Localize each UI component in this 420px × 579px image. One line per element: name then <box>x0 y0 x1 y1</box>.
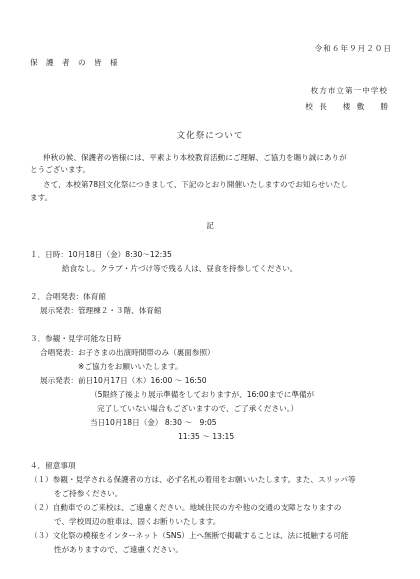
section-3-line-5: 完了していない場合もございますので、ご了承ください。） <box>97 404 299 413</box>
section-3-heading: ３．参観・見学可能な日時 <box>30 334 122 343</box>
section-4-item-1-line-1: （１）参観・見学される保護者の方は、必ず名札の着用をお願いいたします。また、スリッパ等 <box>30 475 356 484</box>
section-2-heading: ２．合唱発表：体育館 <box>30 292 106 301</box>
section-1-note: 給食なし。クラブ・片づけ等で残る人は、昼食を持参してください。 <box>62 264 298 273</box>
issue-date: 令和６年９月２０日 <box>314 44 392 53</box>
section-4-item-2-line-2: で、学校周辺の駐車は、固くお断りいたします。 <box>54 517 221 526</box>
section-3-line-4: （5限終了後より展示準備をしておりますが、16:00までに準備が <box>90 390 315 399</box>
section-3-line-2: ※ご協力をお願いいたします。 <box>78 362 183 371</box>
intro-paragraph-1-line-2: とうございます。 <box>30 165 91 174</box>
intro-paragraph-2-line-1: さて、本校第78回文化祭につきまして、下記のとおり開催いたしますのでお知らせいたし <box>43 180 349 189</box>
school-name: 枚方市立第一中学校 <box>310 86 388 95</box>
addressee: 保 護 者 の 皆 様 <box>30 58 121 67</box>
section-4-item-3-line-1: （３）文化祭の模様をインターネット（SNS）上へ無断で掲載することは、法に抵触する可能 <box>30 531 349 540</box>
document-title: 文化祭について <box>176 131 244 141</box>
section-2-line: 展示発表：管理棟２・３階、体育館 <box>40 306 162 315</box>
section-3-line-6: 当日10月18日（金） 8:30 ～ 9:05 <box>90 418 217 427</box>
intro-paragraph-1-line-1: 仲秋の候、保護者の皆様には、平素より本校教育活動にご理解、ご協力を賜り誠にありが <box>43 153 347 162</box>
section-4-item-3-line-2: 性がありますので、ご遠慮ください。 <box>54 545 183 554</box>
ki-marker: 記 <box>206 221 214 230</box>
intro-paragraph-2-line-2: ます。 <box>30 193 53 202</box>
principal-name: 校 長 楼 敷 勝 <box>305 102 390 111</box>
section-4-item-1-line-2: をご持参ください。 <box>54 489 123 498</box>
section-3-line-1: 合唱発表：お子さまの出演時間帯のみ（裏面参照） <box>40 348 215 357</box>
section-3-line-7: 11:35 ～ 13:15 <box>178 432 235 441</box>
section-3-line-3: 展示発表：前日10月17日（木）16:00 ～ 16:50 <box>40 376 207 385</box>
section-1-heading: １．日時：10月18日（金）8:30～12:35 <box>30 250 172 259</box>
section-4-heading: ４．留意事項 <box>30 461 76 470</box>
section-4-item-2-line-1: （２）自動車でのご来校は、ご遠慮ください。地域住民の方や他の交通の支障となりますの <box>30 503 342 512</box>
